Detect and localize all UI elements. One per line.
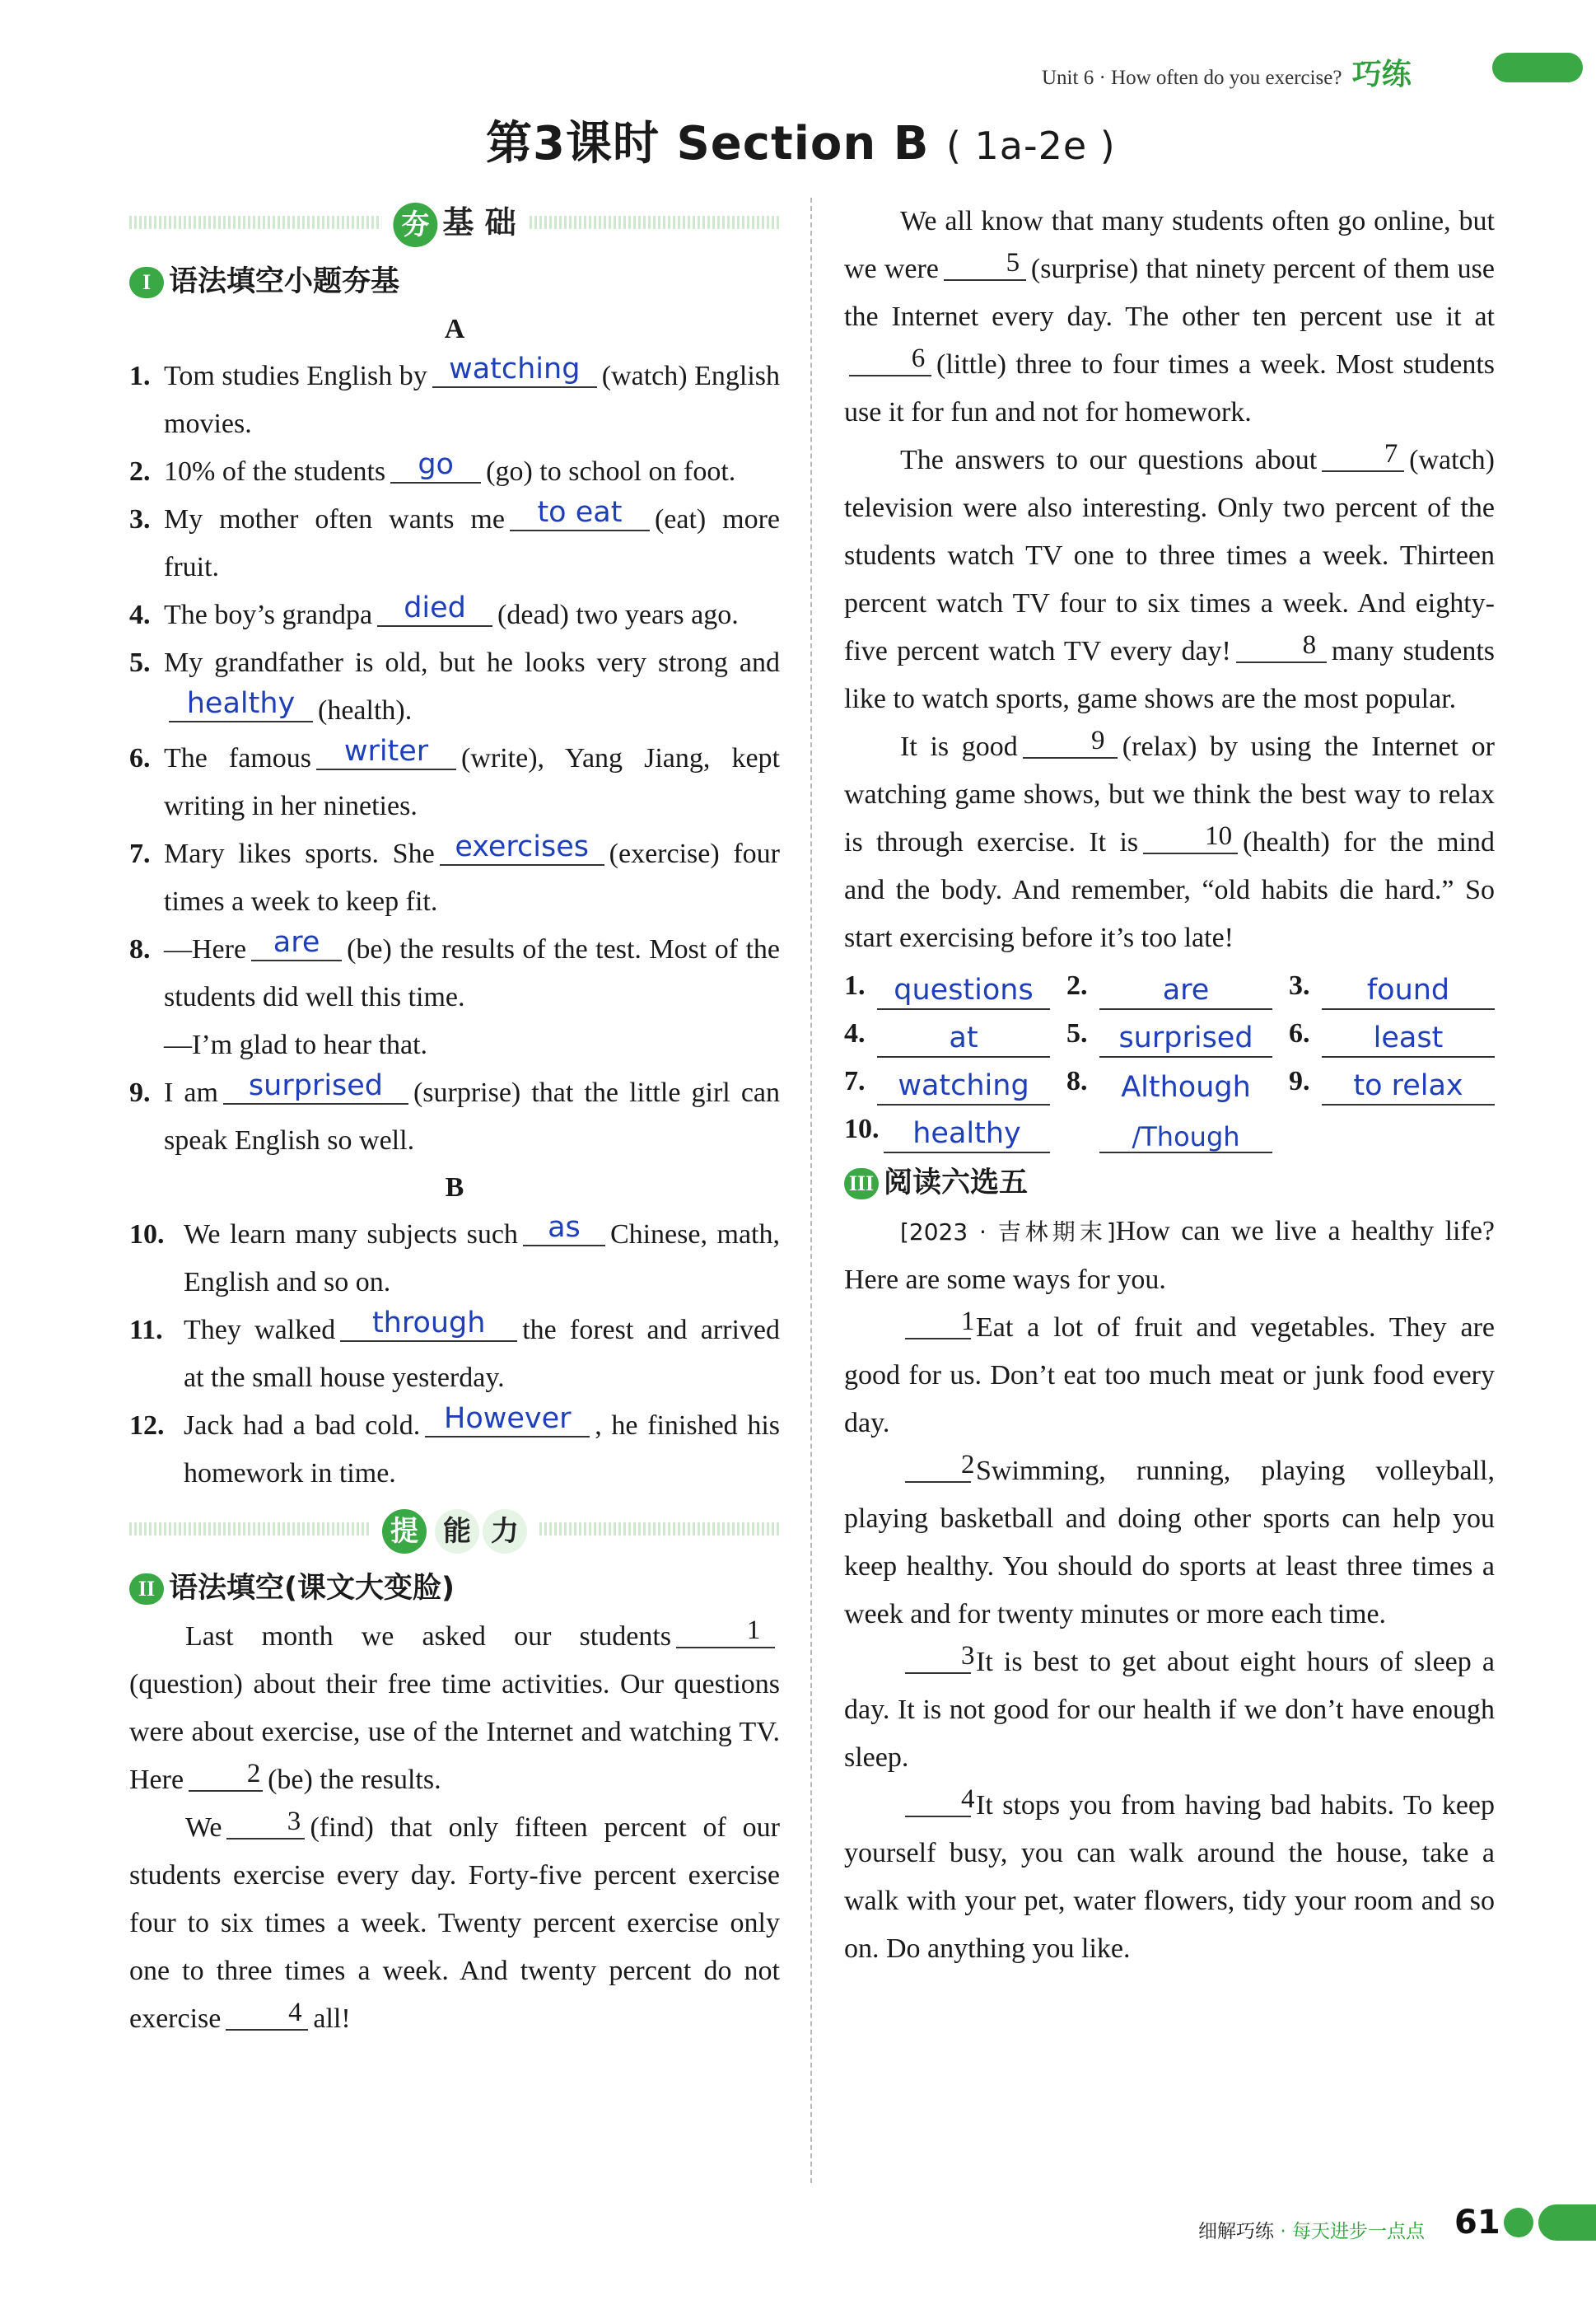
title-sub: ( 1a-2e ) [945,124,1116,168]
footer-dot-decoration [1504,2208,1533,2237]
column-divider [810,198,812,2183]
reading-blank[interactable] [905,1639,975,1674]
q-number: 9. [129,1078,151,1108]
q-text: (exercise) four times a week to keep fit. [164,839,780,917]
answer-text: exercises [455,830,589,863]
q-number: 7. [129,839,151,869]
q-reply: —I’m glad to hear that. [164,1030,428,1060]
part2-roman: II [129,1573,164,1605]
header-tab-decoration [1492,53,1583,82]
part3-roman: III [844,1168,879,1199]
q-number: 3. [129,504,151,535]
q-text: We learn many subjects such [184,1219,518,1250]
answer-text[interactable]: at [877,1020,1050,1058]
answer-cell-4 [844,1010,1050,1058]
passage-text: Last month we asked our students [185,1621,671,1652]
passage-text: (watch) television were also interesting. Only two percent of the students watch TV one to three times a week. Thirteen percent watch TV four to six times a week. And eighty-five percent watch TV every day! [844,445,1495,666]
q-number: 10. [129,1219,165,1250]
source-tag: [2023 · 吉林期末] [900,1218,1116,1246]
answer-blank[interactable] [510,496,650,531]
answer-cell-1 [844,962,1050,1010]
left-column [129,191,780,2043]
question-3 [129,496,780,591]
passage-blank[interactable] [226,1805,305,1840]
reading-paragraph-3 [844,1638,1495,1782]
answer-number: 4. [844,1018,866,1049]
group-a-heading: A [444,314,465,344]
passage-paragraph-5 [844,723,1495,962]
passage-blank[interactable] [1322,437,1404,472]
answer-text: to eat [537,496,623,529]
question-2 [129,448,780,496]
passage-text: (be) the results. [268,1765,441,1795]
passage-text: (surprise) that ninety percent of them use the Internet every day. The other ten percent use it at [844,254,1495,332]
blank-number: 8 [1302,630,1317,660]
answer-blank[interactable] [432,353,597,388]
passage-paragraph-4 [844,437,1495,723]
q-text: Jack had a bad cold. [184,1410,421,1441]
question-7 [129,830,780,926]
question-8 [129,926,780,1069]
answer-text[interactable]: questions [877,972,1050,1010]
footer-book: 细解巧练 [1198,2221,1274,2242]
reading-blank[interactable] [905,1305,975,1339]
question-1 [129,353,780,448]
q-text: (health). [318,695,413,726]
passage-text: We [185,1812,222,1843]
brand-logo: 巧练 [1351,58,1412,91]
answer-text[interactable]: Although [1121,1071,1251,1104]
blank-number: 4 [288,1998,302,2027]
answer-cell-6 [1289,1010,1495,1058]
q-number: 2. [129,456,151,487]
q-text: (watch) English movies. [164,361,780,439]
passage-blank[interactable] [1143,820,1238,854]
passage-text: The answers to our questions about [900,445,1318,475]
reading-blank[interactable] [905,1783,975,1817]
answer-number: 10. [844,1114,880,1144]
part1-heading [129,257,780,306]
reading-text: Eat a lot of fruit and vegetables. They are good for us. Don’t eat too much meat or junk food every day. [844,1312,1495,1438]
part3-heading [844,1158,1495,1208]
question-10 [129,1211,780,1307]
q-text: 10% of the students [164,456,386,487]
blank-number: 7 [1384,439,1398,469]
q-text: Mary likes sports. She [164,839,435,869]
answer-alt-text[interactable]: /Though [1099,1122,1272,1153]
passage-blank[interactable] [1236,629,1327,663]
passage-paragraph-1 [129,1613,780,1804]
q-text: My mother often wants me [164,504,505,535]
q-number: 11. [129,1315,163,1345]
blank-number: 1 [961,1307,975,1336]
ability-label-2: 力 [483,1509,527,1554]
part2-heading [129,1564,780,1613]
reading-paragraph-4 [844,1782,1495,1973]
passage-paragraph-3 [844,198,1495,437]
title-main: 第3课时 Section B [486,117,930,171]
q-number: 5. [129,647,151,678]
q-text: (be) the results of the test. Most of the students did well this time. [164,934,780,1012]
passage-text: (relax) by using the Internet or watching game shows, but we think the best way to relax is through exercise. It is [844,732,1495,858]
passage-text: We all know that many students often go online, but we were [844,206,1495,284]
reading-text: How can we live a healthy life? Here are some ways for you. [844,1216,1496,1295]
page-number: 61 [1454,2204,1500,2242]
q-text: (surprise) that the little girl can speak English so well. [164,1078,781,1156]
passage-blank[interactable] [189,1757,263,1792]
answer-text: writer [343,735,429,768]
passage-blank[interactable] [944,246,1026,281]
answer-number: 9. [1289,1066,1310,1096]
basics-badge [381,196,527,249]
passage-text: (find) that only fifteen percent of our students exercise every day. Forty-five percent exercise four to six times a week. Twenty percent exercise only one to three times a week. And twenty percent do not exercise [129,1812,780,2034]
answer-text: healthy [186,687,296,720]
q-text: —Here [164,934,247,965]
q-text: (write), Yang Jiang, kept writing in her nineties. [164,743,780,821]
part2-title: 语法填空(课文大变脸) [169,1572,455,1605]
answer-cell-8-alt [1066,1106,1272,1153]
question-6 [129,735,780,830]
footer [1198,2216,1425,2243]
reading-blank[interactable] [905,1448,975,1483]
answer-text: surprised [248,1069,384,1102]
reading-text: Swimming, running, playing volleyball, playing basketball and doing other sports can help you keep healthy. You should do sports at least three times a week and for twenty minutes or more each time. [844,1456,1495,1629]
answer-text[interactable]: surprised [1099,1020,1272,1058]
answer-text: go [418,448,454,481]
blank-number: 1 [746,1615,761,1645]
q-text: (go) to school on foot. [486,456,736,487]
basics-banner [129,196,780,249]
q-text: I am [164,1078,218,1108]
answer-cell-3 [1289,962,1495,1010]
part1-title: 语法填空小题夯基 [169,265,400,298]
answer-blank[interactable] [440,830,604,866]
passage-text: many students like to watch sports, game shows are the most popular. [844,636,1496,714]
passage-text: (little) three to four times a week. Most students use it for fun and not for homework. [844,349,1495,428]
q-text: , he finished his homework in time. [184,1410,780,1489]
q-number: 4. [129,600,151,630]
answer-text: through [371,1307,486,1339]
passage-text: It is good [900,732,1018,762]
answer-cell-10 [844,1106,1050,1153]
part3-title: 阅读六选五 [884,1166,1029,1199]
passage-blank[interactable] [849,342,931,376]
answer-number: 8. [1066,1066,1088,1096]
answer-cell-8 [1066,1058,1272,1106]
passage-paragraph-2 [129,1804,780,2043]
unit-title: Unit 6 · How often do you exercise? [1042,67,1342,89]
q-text: My grandfather is old, but he looks very strong and [164,647,780,678]
page-title [486,107,1116,173]
q-text: The famous [164,743,312,774]
answer-number: 1. [844,970,866,1001]
blank-number: 3 [961,1641,975,1671]
answer-number: 6. [1289,1018,1310,1049]
passage-text: (question) about their free time activities. Our questions were about exercise, use of the Internet and watching TV. Here [129,1669,780,1795]
answer-blank[interactable] [251,926,342,961]
answer-number: 5. [1066,1018,1088,1049]
q-text: Tom studies English by [164,361,427,391]
question-9 [129,1069,780,1165]
part1-roman: I [129,267,164,298]
blank-number: 6 [911,344,926,373]
answer-blank[interactable] [523,1211,605,1246]
footer-separator: · [1280,2221,1286,2242]
answer-cell-2 [1066,962,1272,1010]
blank-number: 9 [1091,726,1105,755]
blank-number: 2 [961,1450,975,1480]
ability-label: 能 [435,1509,479,1554]
ability-circle: 提 [382,1509,427,1554]
answer-blank[interactable] [340,1307,517,1342]
answer-cell-7 [844,1058,1050,1106]
answer-text[interactable]: least [1322,1020,1495,1058]
blank-number: 2 [246,1759,261,1788]
reading-paragraph-2 [844,1447,1495,1638]
group-b-heading: B [445,1172,464,1203]
answer-text: as [548,1211,581,1244]
ability-badge [371,1503,539,1555]
q-text: They walked [184,1315,336,1345]
reading-intro [844,1208,1495,1304]
answer-blank[interactable] [316,735,456,770]
q-number: 1. [129,361,151,391]
blank-number: 4 [961,1784,975,1814]
basics-label: 基 础 [442,204,516,241]
reading-text: It stops you from having bad habits. To keep yourself busy, you can walk around the house, take a walk with your pet, water flowers, tidy your room and so on. Do anything you like. [844,1790,1495,1964]
basics-circle: 夯 [393,203,437,247]
answer-grid [844,962,1495,1153]
answer-text[interactable]: are [1099,972,1272,1010]
answer-number: 3. [1289,970,1310,1001]
blank-number: 3 [287,1807,301,1836]
q-text: (eat) more fruit. [164,504,780,582]
answer-text: died [404,591,466,624]
answer-text[interactable]: healthy [884,1115,1050,1153]
blank-number: 5 [1006,248,1020,278]
question-5 [129,639,780,735]
answer-blank[interactable] [169,687,313,722]
answer-blank[interactable] [425,1402,590,1437]
answer-number: 7. [844,1066,866,1096]
answer-text[interactable]: watching [877,1068,1050,1106]
answer-blank[interactable] [390,448,481,484]
answer-text: However [444,1402,572,1435]
q-text: The boy’s grandpa [164,600,373,630]
answer-text: watching [449,353,581,386]
question-4 [129,591,780,639]
answer-blank[interactable] [223,1069,408,1105]
right-column [844,191,1495,1973]
passage-blank[interactable] [226,1996,308,2031]
reading-paragraph-1 [844,1304,1495,1447]
passage-text: (health) for the mind and the body. And remember, “old habits die hard.” So start exercising before it’s too late! [844,827,1495,953]
question-11 [129,1307,780,1402]
footer-slogan: 每天进步一点点 [1291,2221,1425,2242]
answer-cell-5 [1066,1010,1272,1058]
q-text: Chinese, math, English and so on. [184,1219,780,1297]
blank-number: 10 [1205,821,1233,851]
answer-text[interactable]: to relax [1322,1068,1495,1106]
answer-number: 2. [1066,970,1088,1001]
answer-blank[interactable] [377,591,492,627]
answer-cell-9 [1289,1058,1495,1106]
passage-blank[interactable] [1023,724,1118,759]
q-number: 12. [129,1410,165,1441]
q-number: 6. [129,743,151,774]
q-text: (dead) two years ago. [497,600,739,630]
ability-banner [129,1503,780,1555]
q-number: 8. [129,934,151,965]
question-12 [129,1402,780,1498]
reading-text: It is best to get about eight hours of sleep a day. It is not good for our health if we don’t have enough sleep. [844,1647,1495,1773]
answer-text[interactable]: found [1322,972,1495,1010]
passage-text: all! [313,2003,351,2034]
unit-header [1042,51,1412,93]
passage-blank[interactable] [676,1614,775,1648]
q-text: the forest and arrived at the small house yesterday. [184,1315,780,1393]
footer-tab-decoration [1538,2204,1596,2241]
answer-text: are [273,926,320,959]
